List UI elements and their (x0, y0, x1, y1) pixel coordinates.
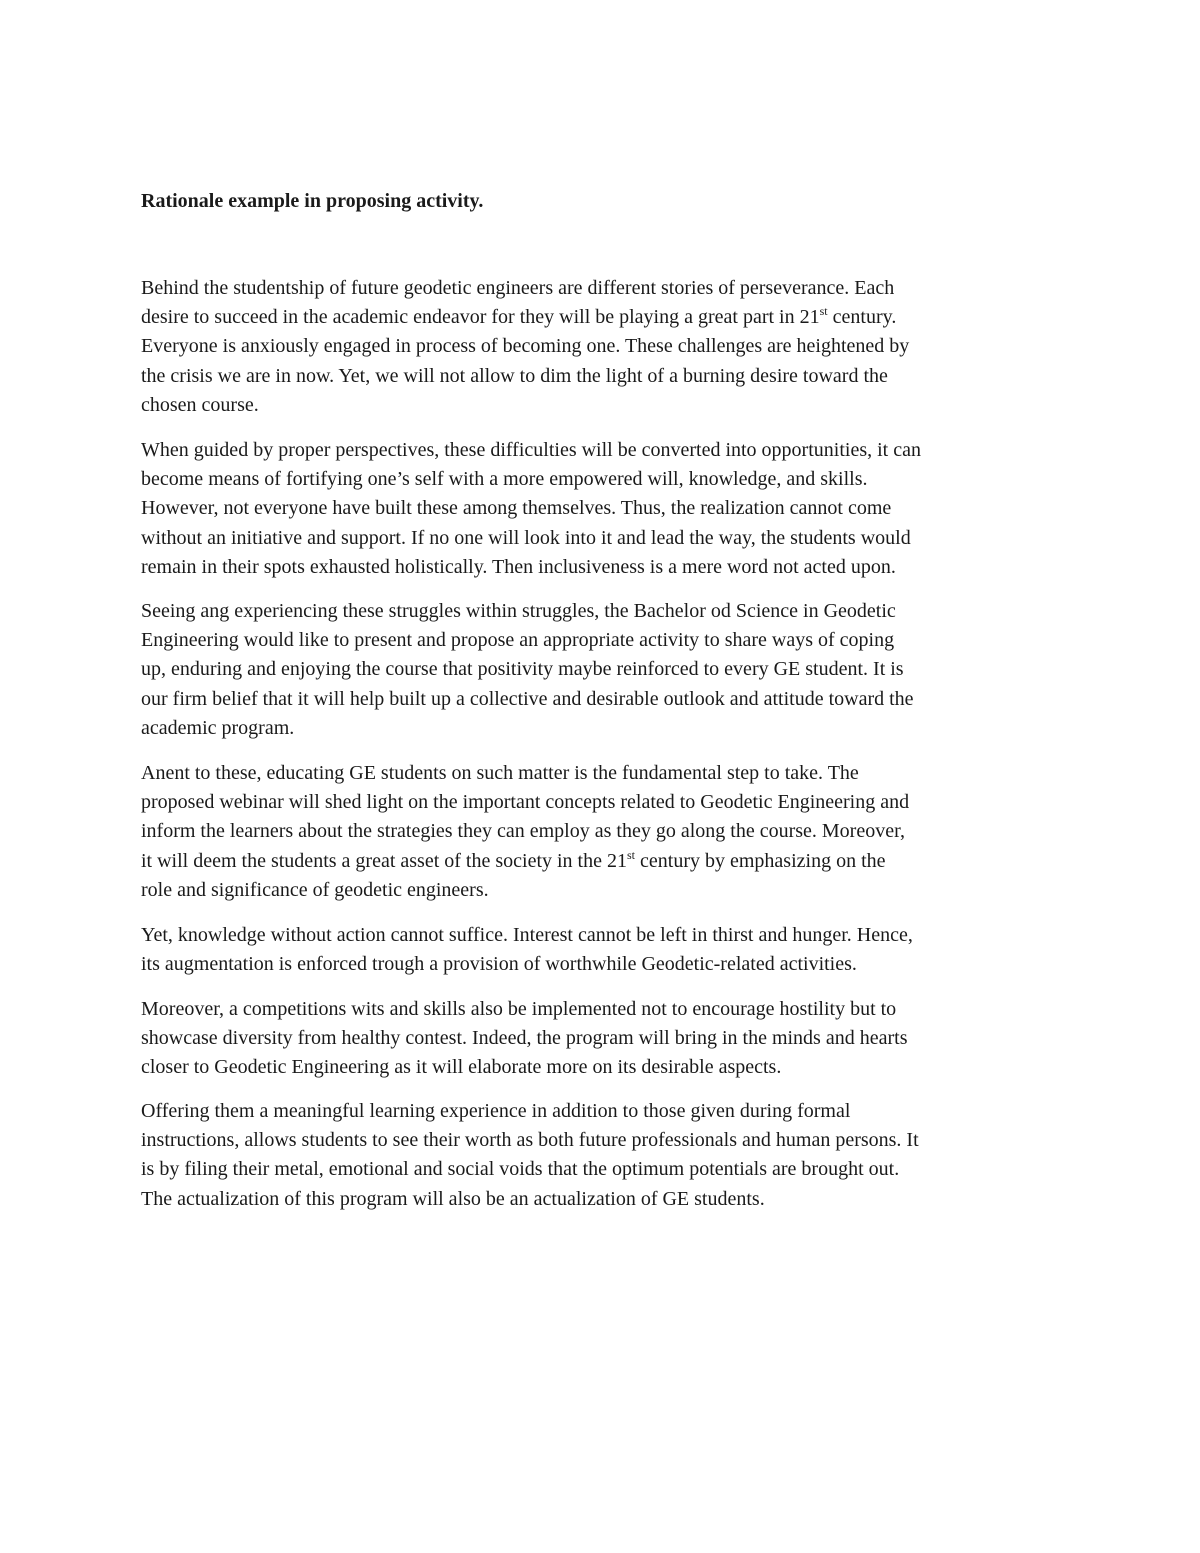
paragraph-line: chosen course. (141, 393, 259, 416)
paragraph (141, 274, 1063, 420)
paragraph-line: desire to succeed in the academic endeavor for they will be playing a great part in 21st century. (141, 304, 897, 329)
paragraph (141, 921, 1063, 979)
paragraph-line: it will deem the students a great asset of the society in the 21st century by emphasizing on the (141, 847, 886, 872)
paragraph-line: Yet, knowledge without action cannot suffice. Interest cannot be left in thirst and hunger. Hence, (141, 924, 913, 946)
paragraph-line: without an initiative and support. If no one will look into it and lead the way, the students would (141, 526, 911, 549)
ordinal-superscript: st (819, 304, 828, 319)
paragraph (141, 759, 1063, 905)
paragraph-line: instructions, allows students to see their worth as both future professionals and human persons. It (141, 1129, 919, 1152)
paragraph-line: is by filing their metal, emotional and social voids that the optimum potentials are brought out. (141, 1158, 900, 1181)
paragraph-line: Engineering would like to present and propose an appropriate activity to share ways of coping (141, 629, 895, 652)
paragraph-line: Everyone is anxiously engaged in process of becoming one. These challenges are heightened by (141, 335, 910, 358)
paragraph-line: up, enduring and enjoying the course that positivity maybe reinforced to every GE student. It is (141, 658, 904, 681)
paragraph-line: Seeing ang experiencing these struggles within struggles, the Bachelor od Science in Geodetic (141, 600, 896, 622)
paragraph-line: remain in their spots exhausted holistically. Then inclusiveness is a mere word not acted upon. (141, 555, 896, 578)
paragraph-line: Offering them a meaningful learning experience in addition to those given during formal (141, 1100, 851, 1122)
paragraph (141, 597, 1063, 743)
paragraph-line: When guided by proper perspectives, these difficulties will be converted into opportunities, it can (141, 439, 921, 461)
paragraph (141, 1097, 1063, 1214)
paragraph-line: become means of fortifying one’s self with a more empowered will, knowledge, and skills. (141, 468, 868, 491)
paragraph-line: academic program. (141, 716, 295, 739)
paragraph-line: inform the learners about the strategies they can employ as they go along the course. Moreover, (141, 820, 905, 843)
paragraph-line: our firm belief that it will help built up a collective and desirable outlook and attitude toward the (141, 687, 914, 710)
paragraph-line: Behind the studentship of future geodetic engineers are different stories of perseverance. Each (141, 277, 895, 299)
paragraph-line: However, not everyone have built these among themselves. Thus, the realization cannot come (141, 497, 892, 520)
paragraph-line: Moreover, a competitions wits and skills also be implemented not to encourage hostility but to (141, 998, 897, 1020)
paragraph-line: showcase diversity from healthy contest. Indeed, the program will bring in the minds and hearts (141, 1027, 908, 1050)
document-title: Rationale example in proposing activity. (141, 190, 484, 212)
paragraph-line: Anent to these, educating GE students on such matter is the fundamental step to take. The (141, 762, 859, 784)
paragraph-line: closer to Geodetic Engineering as it will elaborate more on its desirable aspects. (141, 1056, 782, 1079)
ordinal-superscript: st (627, 847, 636, 862)
paragraph-line: role and significance of geodetic engineers. (141, 878, 489, 901)
paragraph-line: its augmentation is enforced trough a provision of worthwhile Geodetic-related activities. (141, 953, 857, 976)
paragraph-line: the crisis we are in now. Yet, we will not allow to dim the light of a burning desire toward the (141, 364, 888, 387)
paragraph-line: The actualization of this program will also be an actualization of GE students. (141, 1187, 765, 1210)
paragraph-line: proposed webinar will shed light on the important concepts related to Geodetic Engineering and (141, 791, 910, 814)
paragraph (141, 995, 1063, 1083)
paragraph (141, 436, 1063, 582)
